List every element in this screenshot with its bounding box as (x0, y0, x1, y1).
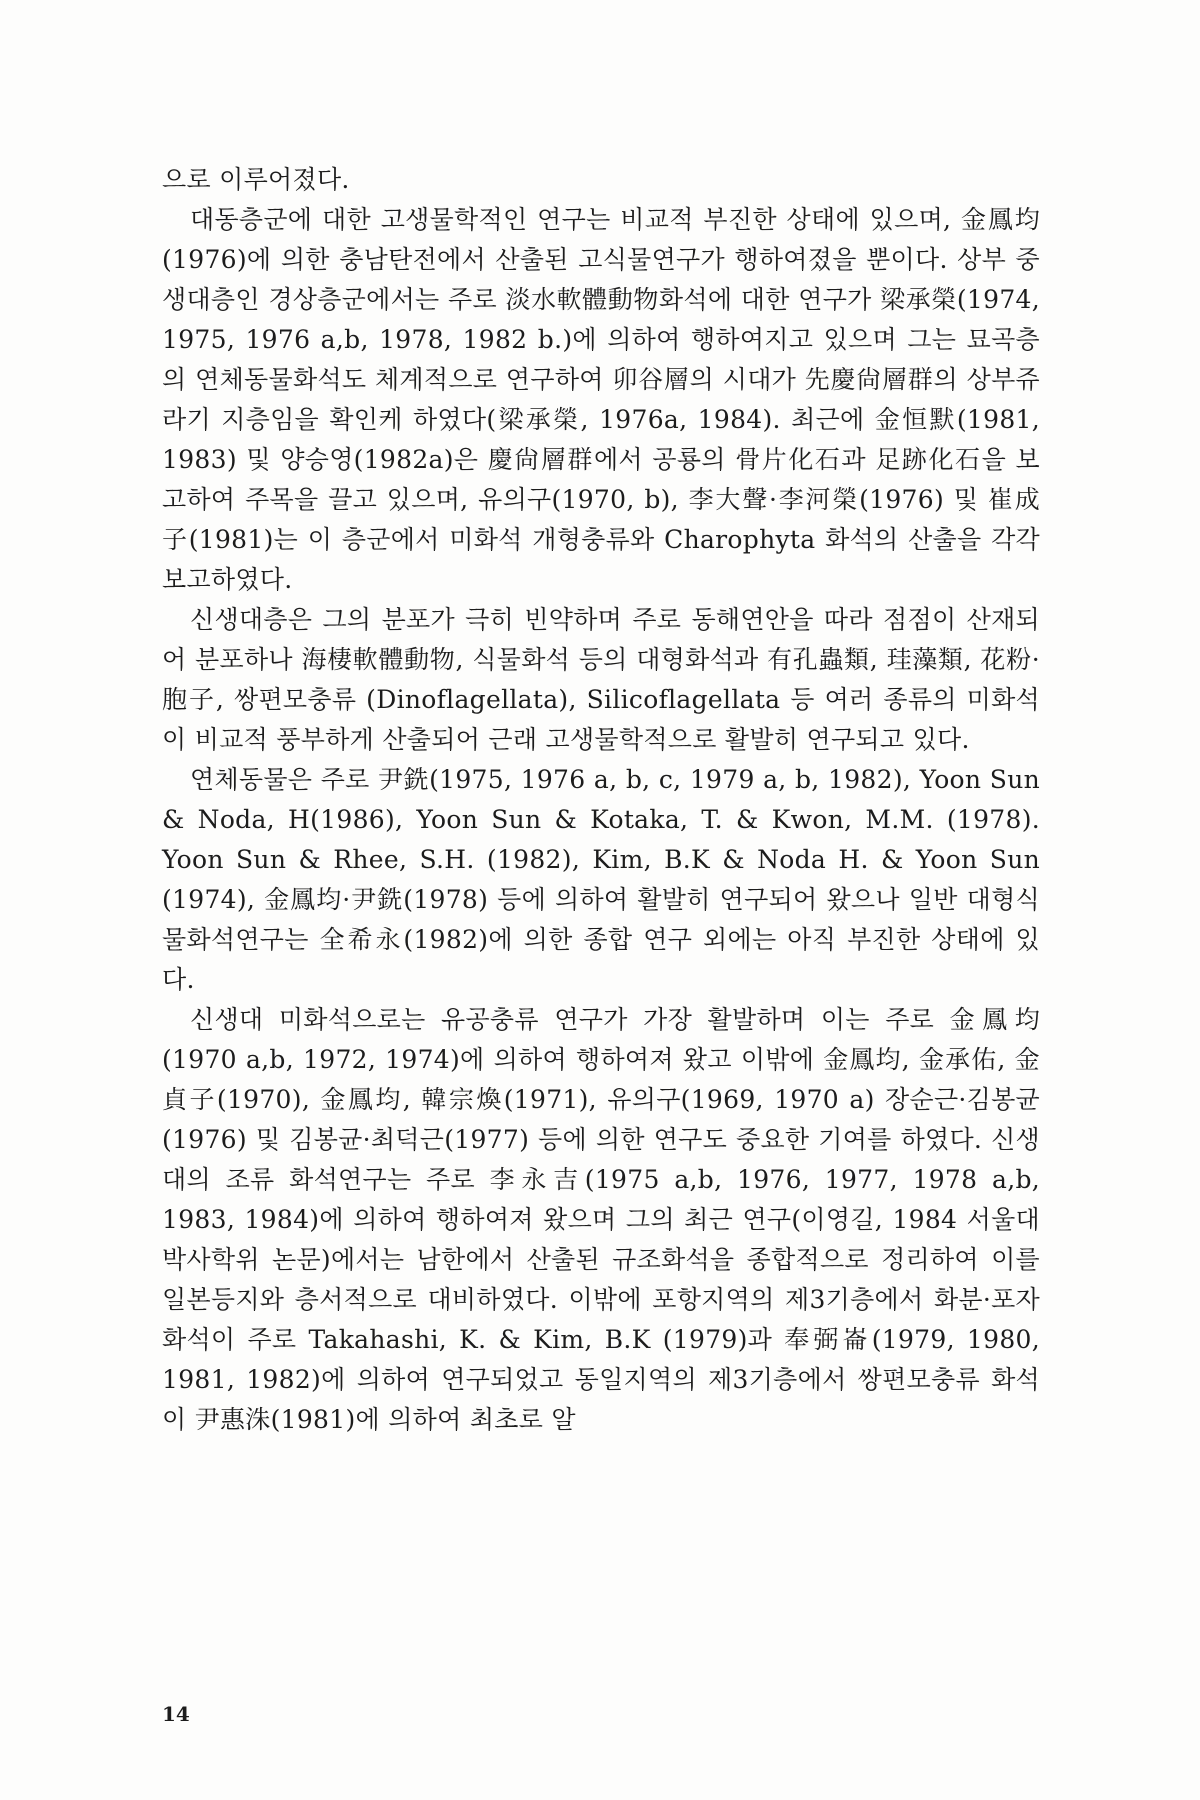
body-text (162, 160, 1040, 1440)
page-number: 14 (162, 1702, 190, 1726)
paragraph-mollusca: 연체동물은 주로 尹銑(1975, 1976 a, b, c, 1979 a, b, 1982), Yoon Sun & Noda, H(1986), Yoon Sun & Kotaka, T. & Kwon, M.M. (1978). Yoon Sun & Rhee, S.H. (1982), Kim, B.K & Noda H. & Yoon Sun (1974), 金鳳均·尹銑(1978) 등에 의하여 활발히 연구되어 왔으나 일반 대형식물화석연구는 全希永(1982)에 의한 종합 연구 외에는 아직 부진한 상태에 있다. (162, 765, 1040, 994)
paragraph-cenozoic: 신생대층은 그의 분포가 극히 빈약하며 주로 동해연안을 따라 점점이 산재되어 분포하나 海棲軟體動物, 식물화석 등의 대형화석과 有孔蟲類, 珪藻類, 花粉·胞子, 쌍편모충류 (Dinoflagellata), Silicoflagellata 등 여러 종류의 미화석이 비교적 풍부하게 산출되어 근래 고생물학적으로 활발히 연구되고 있다. (162, 605, 1040, 754)
paragraph-microfossils: 신생대 미화석으로는 유공충류 연구가 가장 활발하며 이는 주로 金鳳均(1970 a,b, 1972, 1974)에 의하여 행하여져 왔고 이밖에 金鳳均, 金承佑, 金貞子(1970), 金鳳均, 韓宗煥(1971), 유의구(1969, 1970 a) 장순근·김봉균(1976) 및 김봉균·최덕근(1977) 등에 의한 연구도 중요한 기여를 하였다. 신생대의 조류 화석연구는 주로 李永吉(1975 a,b, 1976, 1977, 1978 a,b, 1983, 1984)에 의하여 행하여져 왔으며 그의 최근 연구(이영길, 1984 서울대 박사학위 논문)에서는 남한에서 산출된 규조화석을 종합적으로 정리하여 이를 일본등지와 층서적으로 대비하였다. 이밖에 포항지역의 제3기층에서 화분·포자화석이 주로 Takahashi, K. & Kim, B.K (1979)과 奉弼崙(1979, 1980, 1981, 1982)에 의하여 연구되었고 동일지역의 제3기층에서 쌍편모충류 화석이 尹惠洙(1981)에 의하여 최초로 알 (162, 1005, 1040, 1434)
paragraph-continuation: 으로 이루어졌다. (162, 165, 350, 194)
paragraph-mesozoic: 대동층군에 대한 고생물학적인 연구는 비교적 부진한 상태에 있으며, 金鳳均(1976)에 의한 충남탄전에서 산출된 고식물연구가 행하여졌을 뿐이다. 상부 중생대층인 경상층군에서는 주로 淡水軟體動物화석에 대한 연구가 梁承榮(1974, 1975, 1976 a,b, 1978, 1982 b.)에 의하여 행하여지고 있으며 그는 묘곡층의 연체동물화석도 체계적으로 연구하여 卯谷層의 시대가 先慶尙層群의 상부쥬라기 지층임을 확인케 하였다(梁承榮, 1976a, 1984). 최근에 金恒默(1981, 1983) 및 양승영(1982a)은 慶尙層群에서 공룡의 骨片化石과 足跡化石을 보고하여 주목을 끌고 있으며, 유의구(1970, b), 李大聲·李河榮(1976) 및 崔成子(1981)는 이 층군에서 미화석 개형충류와 Charophyta 화석의 산출을 각각 보고하였다. (162, 205, 1040, 594)
